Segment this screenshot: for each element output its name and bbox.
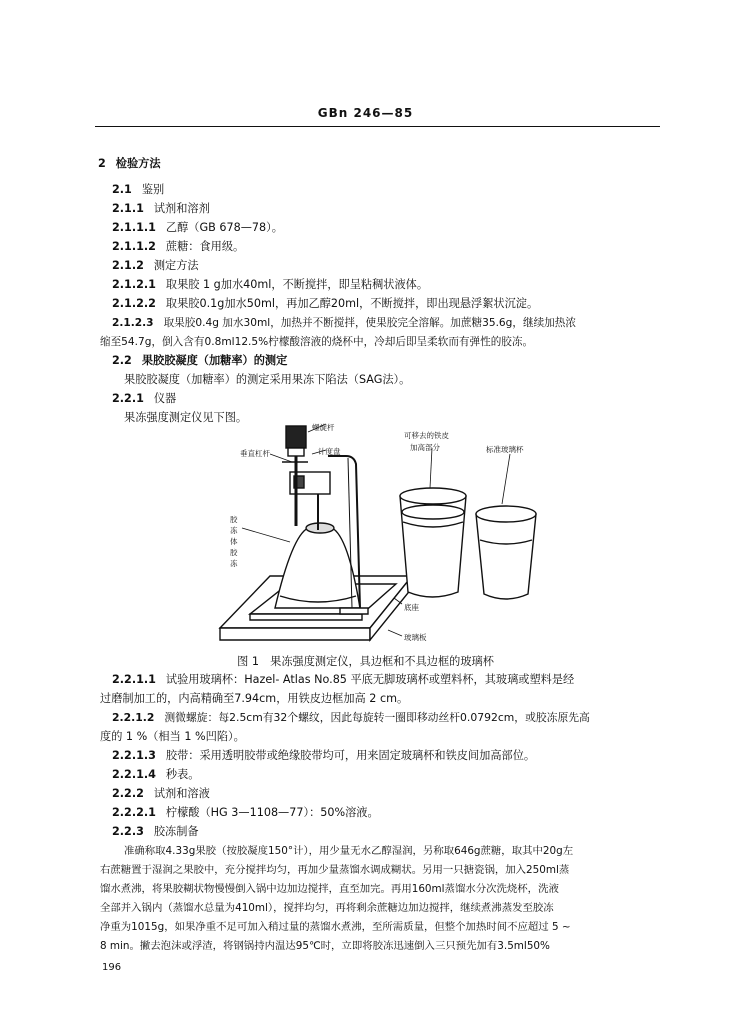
text-line: 过磨制加工的，内高精确至7.94cm，用铁皮边框加高 2 cm。 xyxy=(100,692,409,705)
page-number: 196 xyxy=(102,962,122,973)
text-line: 准确称取4.33g果胶（按胶凝度150°计），用少量无水乙醇湿润，另称取646g蔗糖，取其中20g左 xyxy=(124,845,574,857)
text-line: 2.2.2 试剂和溶液 xyxy=(112,787,210,800)
text-line: 全部并入锅内（蒸馏水总量为410ml），搅拌均匀，再将剩余蔗糖边加边搅拌，继续煮沸蒸发至胶冻 xyxy=(100,902,554,914)
text-line: 2.1.2.3 取果胶0.4g 加水30ml，加热并不断搅拌，使果胶完全溶解。加蔗糖35.6g，继续加热浓 xyxy=(112,317,576,329)
text-line: 8 min。撇去泡沫或浮渣，将钢锅持内温达95℃时，立即将胶冻迅速倒入三只预先加有3.5ml50% xyxy=(100,940,550,952)
text-line: 2.2.1.3 胶带：采用透明胶带或绝缘胶带均可，用来固定玻璃杯和铁皮间加高部位。 xyxy=(112,749,536,762)
label-base: 底座 xyxy=(404,603,419,612)
text-line: 果胶胶凝度（加糖率）的测定采用果冻下陷法（SAG法）。 xyxy=(124,373,411,386)
section-heading: 2.2 果胶胶凝度（加糖率）的测定 xyxy=(112,354,288,367)
label-screw: 螺旋杆 xyxy=(312,423,335,432)
text-line: 2.2.1.1 试验用玻璃杯：Hazel- Atlas No.85 平底无脚玻璃杯或塑料杯，其玻璃或塑料是经 xyxy=(112,673,575,686)
text-line: 2.1.1.1 乙醇（GB 678—78）。 xyxy=(112,221,283,234)
label-jelly: 胶冻体胶冻 xyxy=(230,515,238,568)
text-line: 馏水煮沸，将果胶糊状物慢慢倒入锅中边加边搅拌，直至加完。再用160ml蒸馏水分次洗烧杯，洗液 xyxy=(100,883,559,895)
label-plain-cup: 标准玻璃杯 xyxy=(486,445,524,454)
text-line: 2.1.2 测定方法 xyxy=(112,259,199,272)
label-glass-plate: 玻璃板 xyxy=(404,633,427,642)
text-line: 2.1.1 试剂和溶剂 xyxy=(112,202,210,215)
label-removable-tin-2: 加高部分 xyxy=(410,443,440,452)
header-rule xyxy=(95,126,660,127)
figure-caption: 图 1 果冻强度测定仪，具边框和不具边框的玻璃杯 xyxy=(237,655,494,668)
text-line: 果冻强度测定仪见下图。 xyxy=(124,411,248,424)
text-line: 2.1.2.1 取果胶 1 g加水40ml，不断搅拌，即呈粘稠状液体。 xyxy=(112,278,429,291)
text-line: 净重为1015g，如果净重不足可加入稍过量的蒸馏水煮沸，至所需质量，但整个加热时间不应超过 5 ~ xyxy=(100,921,571,933)
text-line: 2.2.1 仪器 xyxy=(112,392,177,405)
label-gauge: 计度盘 xyxy=(318,447,341,456)
jelly-strength-tester-figure xyxy=(200,418,590,650)
section-heading: 2 检验方法 xyxy=(98,157,161,170)
text-line: 2.2.1.4 秒表。 xyxy=(112,768,200,781)
label-upright-rod: 垂直杠杆 xyxy=(240,449,270,458)
label-removable-tin: 可移去的铁皮 xyxy=(404,431,449,440)
text-line: 右蔗糖置于湿润之果胶中，充分搅拌均匀，再加少量蒸馏水调成糊状。另用一只搪瓷锅，加入250ml蒸 xyxy=(100,864,570,876)
text-line: 缩至54.7g，倒入含有0.8ml12.5%柠檬酸溶液的烧杯中，冷却后即呈柔软而有弹性的胶冻。 xyxy=(100,336,534,348)
standard-number-header: GBn 246—85 xyxy=(317,106,414,120)
text-line: 2.1 鉴别 xyxy=(112,183,165,196)
text-line: 2.2.3 胶冻制备 xyxy=(112,825,199,838)
text-line: 2.2.1.2 测微螺旋：每2.5cm有32个螺纹，因此每旋转一圈即移动丝杆0.0792cm，或胶冻原先高 xyxy=(112,711,590,724)
text-line: 2.1.1.2 蔗糖：食用级。 xyxy=(112,240,245,253)
text-line: 度的 1 %（相当 1 %凹陷）。 xyxy=(100,730,245,743)
text-line: 2.2.2.1 柠檬酸（HG 3—1108—77）：50%溶液。 xyxy=(112,806,379,819)
text-line: 2.1.2.2 取果胶0.1g加水50ml，再加乙醇20ml，不断搅拌，即出现悬浮絮状沉淀。 xyxy=(112,297,539,310)
